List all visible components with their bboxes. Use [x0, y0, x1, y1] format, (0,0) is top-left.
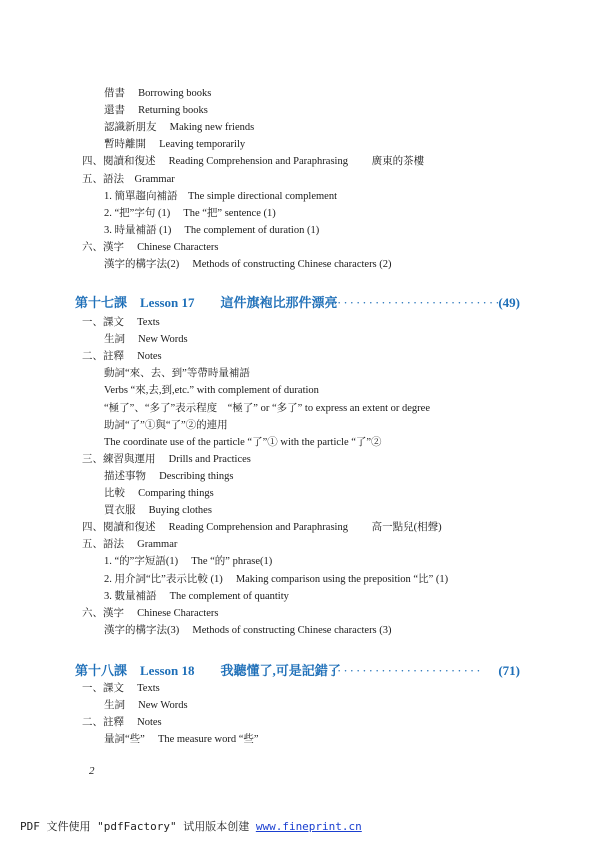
toc-entry[interactable]: 動詞“來、去、到”等帶時量補語 [104, 368, 250, 380]
toc-entry[interactable]: 五、語法 Grammar [82, 173, 175, 185]
toc-entry[interactable]: 二、註釋 Notes [82, 351, 162, 363]
toc-entry[interactable]: 3. 時量補語 (1) The complement of duration (1) [104, 224, 320, 236]
toc-entry[interactable]: 漢字的構字法(2) Methods of constructing Chinese characters (2) [104, 259, 392, 270]
chapter-heading-18[interactable] [75, 663, 520, 679]
toc-entry[interactable]: 五、語法 Grammar [82, 539, 178, 551]
chapter-title: 第十八課 Lesson 18 我聽懂了,可是記錯了 [75, 663, 341, 678]
toc-entry[interactable]: 認識新朋友 Making new friends [104, 122, 255, 134]
toc-entry[interactable]: 量詞“些” The measure word “些” [104, 734, 259, 746]
toc-entry[interactable]: 2. “把”字句 (1) The “把” sentence (1) [104, 207, 276, 219]
toc-entry[interactable]: 漢字的構字法(3) Methods of constructing Chinese characters (3) [104, 624, 392, 636]
toc-entry[interactable]: 生詞 New Words [104, 700, 188, 712]
toc-entry[interactable]: 六、漢字 Chinese Characters [82, 607, 219, 619]
toc-entry[interactable]: 四、閱讀和復述 Reading Comprehension and Paraphrasing 高一點兒(相聲) [82, 522, 442, 534]
toc-entry[interactable]: 借書 Borrowing books [104, 88, 212, 99]
toc-entry[interactable]: 1. 簡單趨向補語 The simple directional complement [104, 190, 337, 202]
toc-entry[interactable]: 比較 Comparing things [104, 488, 214, 499]
toc-entry[interactable]: 六、漢字 Chinese Characters [82, 241, 219, 253]
toc-entry[interactable]: 三、練習與運用 Drills and Practices [82, 453, 251, 465]
chapter-page-number: (49) [498, 295, 520, 310]
toc-entry[interactable]: Verbs “來,去,到,etc.” with complement of duration [104, 385, 319, 397]
toc-entry[interactable]: 暫時離開 Leaving temporarily [104, 139, 246, 151]
toc-entry[interactable]: “極了”、“多了”表示程度 “極了” or “多了” to express an extent or degree [104, 402, 430, 414]
toc-entry[interactable]: 3. 數量補語 The complement of quantity [104, 590, 289, 602]
toc-entry[interactable]: 生詞 New Words [104, 334, 188, 346]
footer-link[interactable]: www.fineprint.cn [255, 820, 362, 833]
toc-entry[interactable]: 1. “的”字短語(1) The “的” phrase(1) [104, 556, 273, 568]
chapter-heading-17[interactable] [75, 295, 520, 311]
dot-leader: ····························· [318, 295, 502, 310]
toc-entry[interactable]: The coordinate use of the particle “了”① with the particle “了”② [104, 436, 382, 448]
toc-entry[interactable]: 助詞“了”①與“了”②的連用 [104, 419, 228, 431]
toc-entry[interactable]: 四、閱讀和復述 Reading Comprehension and Paraphrasing 廣東的茶樓 [82, 156, 425, 168]
page-number: 2 [89, 765, 95, 777]
dot-leader: ·························· [318, 663, 483, 678]
toc-entry[interactable]: 一、課文 Texts [82, 317, 160, 328]
toc-entry[interactable]: 2. 用介詞“比”表示比較 (1) Making comparison using the preposition “比” (1) [104, 573, 449, 585]
pdf-footer [20, 818, 362, 834]
toc-entry[interactable]: 還書 Returning books [104, 105, 208, 117]
toc-entry[interactable]: 描述事物 Describing things [104, 470, 234, 482]
toc-entry[interactable]: 二、註釋 Notes [82, 717, 162, 729]
toc-entry[interactable]: 一、課文 Texts [82, 683, 160, 694]
toc-entry[interactable]: 買衣服 Buying clothes [104, 505, 212, 517]
footer-text: PDF 文件使用 "pdfFactory" 试用版本创建 [20, 820, 256, 833]
chapter-page-number: (71) [498, 663, 520, 678]
chapter-title: 第十七課 Lesson 17 這件旗袍比那件漂亮 [75, 295, 338, 310]
